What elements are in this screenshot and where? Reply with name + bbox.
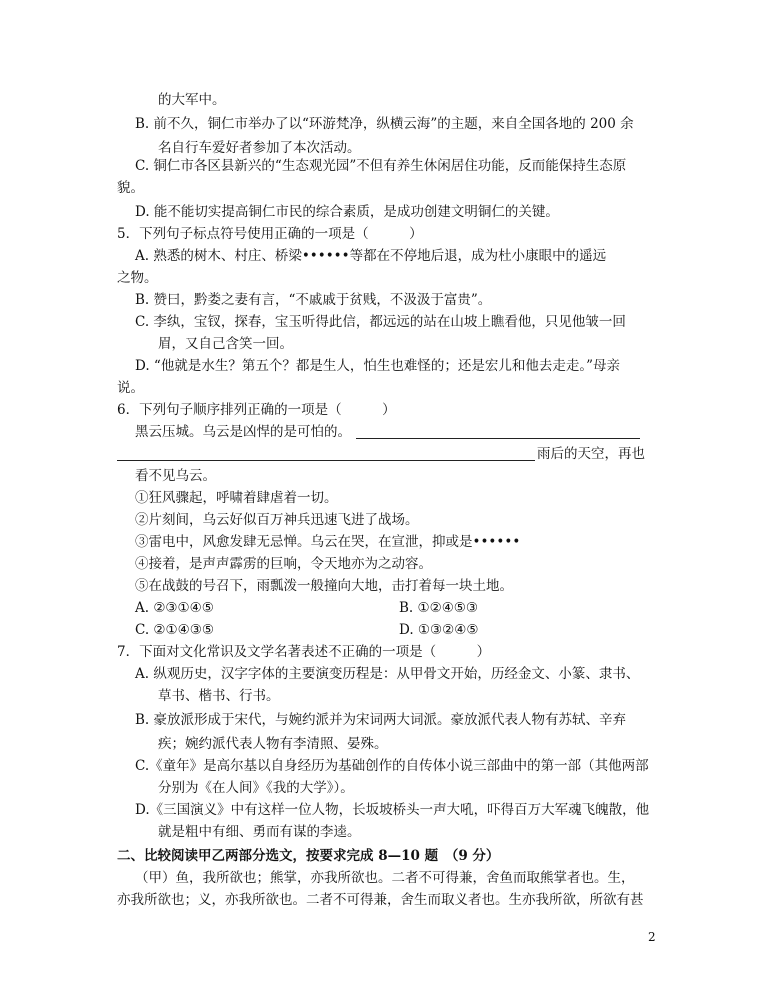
q6-answer-blank-1	[356, 438, 640, 439]
q7-option-a-line2: 草书、楷书、行书。	[158, 688, 280, 704]
q6-sentence-1: ①狂风骤起，呼啸着肆虐着一切。	[135, 490, 338, 506]
q5-option-a-line2: 之物。	[117, 270, 158, 286]
q4-option-c-line2: 貌。	[117, 180, 144, 196]
q5-option-d-line1: D. “他就是水生？第五个？都是生人，怕生也难怪的；还是宏儿和他去走走。”母亲	[135, 358, 620, 374]
q5-option-d-line2: 说。	[117, 380, 144, 396]
q5-option-b: B. 赞曰，黔娄之妻有言，“不戚戚于贫贱，不汲汲于富贵”。	[135, 292, 492, 308]
q7-stem: 7．下面对文化常识及文学名著表述不正确的一项是（ ）	[117, 644, 491, 660]
q7-option-b-line1: B. 豪放派形成于宋代，与婉约派并为宋词两大词派。豪放派代表人物有苏轼、辛弃	[135, 712, 627, 728]
q6-answer-blank-2	[117, 460, 535, 461]
q6-sentence-5: ⑤在战鼓的号召下，雨瓢泼一般撞向大地，击打着每一块土地。	[135, 578, 513, 594]
q6-after-blank-text-2: 看不见乌云。	[135, 468, 216, 484]
q6-option-a: A. ②③①④⑤	[135, 600, 214, 616]
q7-option-d-line2: 就是粗中有细、勇而有谋的李逵。	[158, 824, 361, 840]
q4-option-b-line2: 名自行车爱好者参加了本次活动。	[158, 140, 361, 156]
q7-option-d-line1: D.《三国演义》中有这样一位人物，长坂坡桥头一声大吼，吓得百万大军魂飞魄散，他	[135, 802, 650, 818]
q5-stem: 5．下列句子标点符号使用正确的一项是（ ）	[117, 226, 423, 242]
page-number: 2	[648, 930, 656, 944]
q7-option-a-line1: A. 纵观历史，汉字字体的主要演变历程是：从甲骨文开始，历经金文、小篆、隶书、	[135, 666, 640, 682]
q6-option-d: D. ①③②④⑤	[399, 622, 479, 638]
q6-option-b: B. ①②④⑤③	[399, 600, 479, 616]
q6-stem: 6．下列句子顺序排列正确的一项是（ ）	[117, 402, 396, 418]
q4-option-b-line1: B. 前不久，铜仁市举办了以“环游梵净，纵横云海”的主题，来自全国各地的 200 余	[135, 116, 634, 132]
passage-jia-line2: 亦我所欲也；义，亦我所欲也。二者不可得兼，舍生而取义者也。生亦我所欲，所欲有甚	[117, 892, 644, 908]
q7-option-c-line2: 分别为《在人间》《我的大学》）。	[158, 780, 354, 796]
q4-option-c-line1: C. 铜仁市各区县新兴的“生态观光园”不但有养生休闲居住功能，反而能保持生态原	[135, 158, 627, 174]
q7-option-b-line2: 疾；婉约派代表人物有李清照、晏殊。	[158, 736, 388, 752]
section-2-heading: 二、比较阅读甲乙两部分选文，按要求完成 8—10 题 （9 分）	[117, 848, 500, 864]
q7-option-c-line1: C.《童年》是高尔基以自身经历为基础创作的自传体小说三部曲中的第一部（其他两部	[135, 758, 649, 774]
q6-sentence-2: ②片刻间，乌云好似百万神兵迅速飞进了战场。	[135, 512, 419, 528]
q6-after-blank-text: 雨后的天空，再也	[537, 446, 645, 462]
q6-option-c: C. ②①④③⑤	[135, 622, 214, 638]
q4-option-d: D. 能不能切实提高铜仁市民的综合素质，是成功创建文明铜仁的关键。	[135, 204, 559, 220]
q6-sentence-3: ③雷电中，风愈发肆无忌惮。乌云在哭，在宣泄，抑或是••••••	[135, 534, 521, 550]
q5-option-a-line1: A. 熟悉的树木、村庄、桥梁••••••等都在不停地后退，成为杜小康眼中的遥远	[135, 248, 607, 264]
q4-option-a-continuation: 的大军中。	[158, 92, 226, 108]
q5-option-c-line1: C. 李纨，宝钗，探春，宝玉听得此信，都远远的站在山坡上瞧看他，只见他皱一回	[135, 314, 626, 330]
passage-jia-line1: （甲）鱼，我所欲也；熊掌，亦我所欲也。二者不可得兼，舍鱼而取熊掌者也。生，	[135, 870, 635, 886]
q6-sentence-4: ④接着，是声声霹雳的巨响，令天地亦为之动容。	[135, 556, 432, 572]
q5-option-c-line2: 眉，又自己含笑一回。	[158, 336, 293, 352]
q6-lead-text: 黑云压城。乌云是凶悍的是可怕的。	[135, 424, 351, 440]
